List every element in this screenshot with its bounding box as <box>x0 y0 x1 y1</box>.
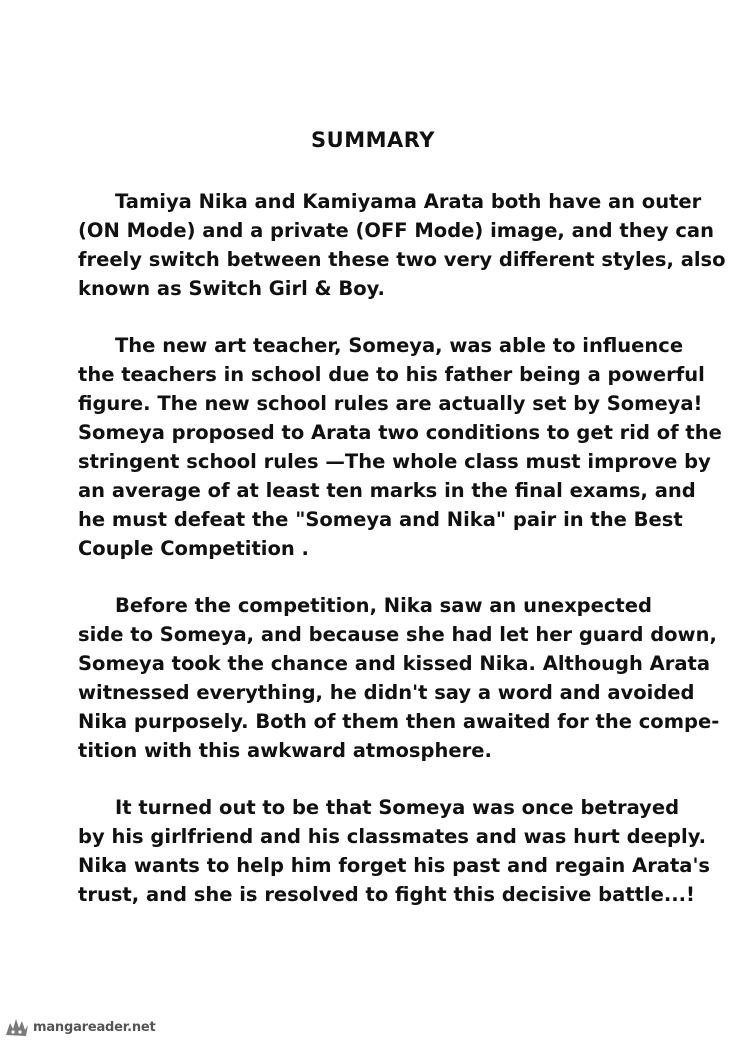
paragraph-line: tition with this awkward atmosphere. <box>78 739 492 762</box>
mangareader-logo-icon <box>4 1015 30 1039</box>
paragraph-line: (ON Mode) and a private (OFF Mode) image, and they can <box>78 219 714 242</box>
paragraph-line: Someya proposed to Arata two conditions to get rid of the <box>78 421 722 444</box>
paragraph-line: Nika wants to help him forget his past and regain Arata's <box>78 854 711 877</box>
paragraph-line: an average of at least ten marks in the final exams, and <box>78 479 696 502</box>
paragraph-line: Tamiya Nika and Kamiyama Arata both have an outer <box>115 190 702 213</box>
paragraph-line: known as Switch Girl & Boy. <box>78 277 385 300</box>
watermark <box>4 1014 156 1040</box>
watermark-text: mangareader.net <box>33 1019 156 1035</box>
paragraph-line: It turned out to be that Someya was once betrayed <box>115 796 680 819</box>
paragraph-line: side to Someya, and because she had let her guard down, <box>78 623 717 646</box>
summary-paragraph-1 <box>78 187 726 303</box>
paragraph-line: Someya took the chance and kissed Nika. Although Arata <box>78 652 710 675</box>
paragraph-line: The new art teacher, Someya, was able to influence <box>115 334 684 357</box>
paragraph-line: stringent school rules —The whole class must improve by <box>78 450 711 473</box>
paragraph-line: Couple Competition . <box>78 537 309 560</box>
paragraph-line: freely switch between these two very different styles, also <box>78 248 726 271</box>
paragraph-line: Nika purposely. Both of them then awaited for the compe- <box>78 710 720 733</box>
paragraph-line: by his girlfriend and his classmates and was hurt deeply. <box>78 825 707 848</box>
paragraph-line: the teachers in school due to his father being a powerful <box>78 363 705 386</box>
paragraph-line: figure. The new school rules are actually set by Someya! <box>78 392 703 415</box>
paragraph-line: trust, and she is resolved to fight this decisive battle...! <box>78 883 695 906</box>
paragraph-line: he must defeat the "Someya and Nika" pair in the Best <box>78 508 683 531</box>
paragraph-line: witnessed everything, he didn't say a word and avoided <box>78 681 695 704</box>
summary-paragraph-3 <box>78 591 720 765</box>
summary-paragraph-4 <box>78 793 711 909</box>
paragraph-line: Before the competition, Nika saw an unexpected <box>115 594 652 617</box>
summary-title: SUMMARY <box>311 128 435 152</box>
summary-paragraph-2 <box>78 331 722 563</box>
